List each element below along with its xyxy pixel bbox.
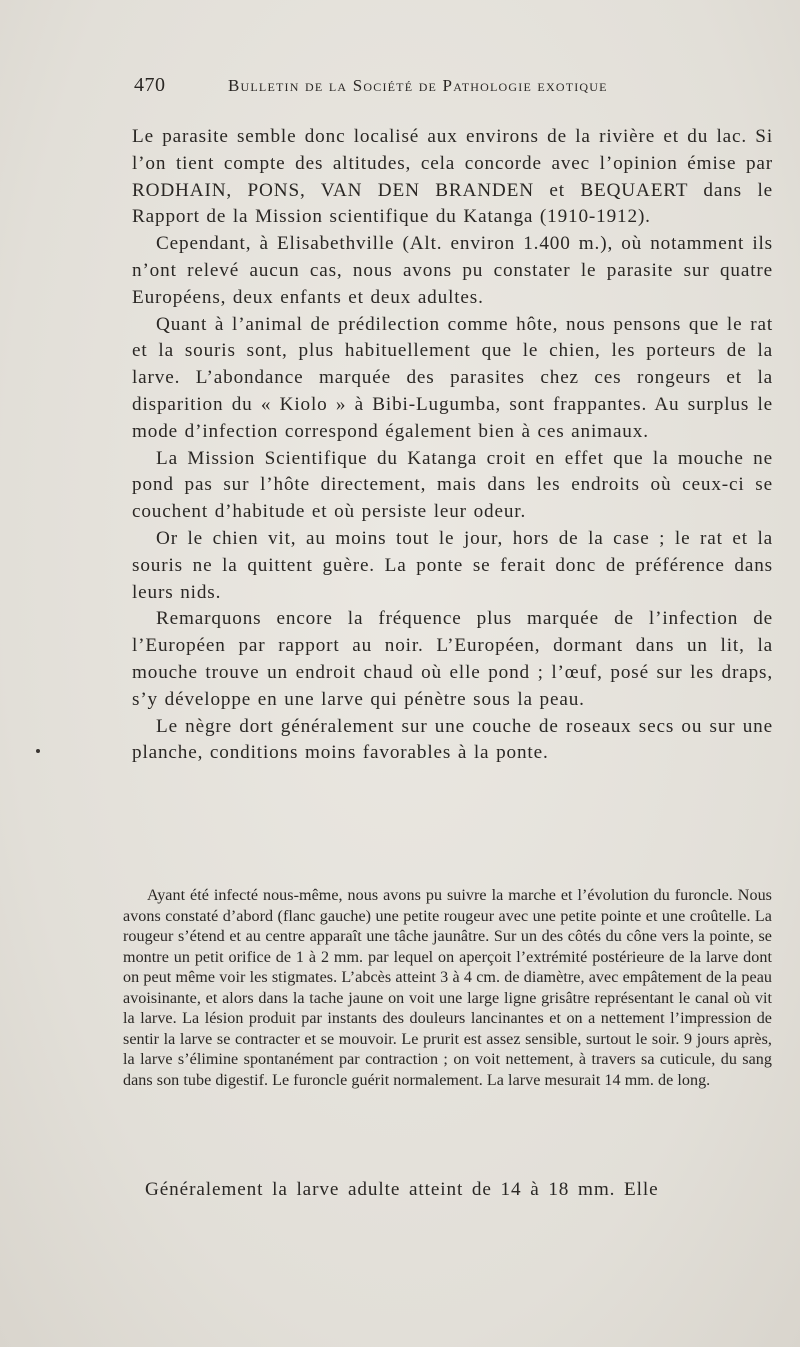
paragraph-negre: Le nègre dort généralement sur une couche de roseaux secs ou sur une planche, conditions moins favorables à la ponte. bbox=[132, 715, 773, 764]
paragraph-host-animal: Quant à l’animal de prédilection comme hôte, nous pensons que le rat et la souris sont, plus habituellement que le chien, les porteurs de la larve. L’abondance marquée des parasites chez ces rongeurs et la disparition du « Kiolo » à Bibi-Lugumba, sont frappantes. Au surplus le mode d’infection correspond également bien à ces animaux. bbox=[132, 313, 773, 442]
page-header bbox=[134, 74, 774, 104]
paragraph-mission: La Mission Scientifique du Katanga croit en effet que la mouche ne pond pas sur l’hôte directement, mais dans les endroits où ceux-ci se couchent d’habitude et où persiste leur odeur. bbox=[132, 447, 773, 523]
running-head: Bulletin de la Société de Pathologie exotique bbox=[228, 76, 608, 95]
note-paragraph: Ayant été infecté nous-même, nous avons pu suivre la marche et l’évolution du furoncle. Nous avons constaté d’abord (flanc gauche) une petite rougeur avec une petite pointe et une croûtelle. La rougeur s’étend et au centre apparaît une tâche jaunâtre. Sur un des côtés du cône vers la pointe, se montre un petit orifice de 1 à 2 mm. par lequel on aperçoit l’extrémité postérieure de la larve dont on peut même voir les stigmates. L’abcès atteint 3 à 4 cm. de diamètre, avec empâtement de la peau avoisinante, et alors dans la tache jaune on voit une large ligne grisâtre représentant le canal où vit la larve. La lésion produit par instants des douleurs lancinantes et on a nettement l’impression de sentir la larve se contracter et se mouvoir. Le prurit est assez sensible, surtout le soir. 9 jours après, la larve s’élimine spontanément par contraction ; on voit nettement, à travers sa cuticule, du sang dans son tube digestif. Le furoncle guérit normalement. La larve mesurait 14 mm. de long. bbox=[123, 887, 772, 1089]
case-note bbox=[123, 886, 772, 1091]
paragraph-elisabethville: Cependant, à Elisabethville (Alt. environ 1.400 m.), où notamment ils n’ont relevé aucun cas, nous avons pu constater le parasite sur quatre Européens, deux enfants et deux adultes. bbox=[132, 233, 773, 308]
paragraph-dog: Or le chien vit, au moins tout le jour, hors de la case ; le rat et la souris ne la quittent guère. La ponte se ferait donc de préférence dans leurs nids. bbox=[132, 527, 773, 603]
page-number: 470 bbox=[134, 74, 166, 96]
continuation-line: Généralement la larve adulte atteint de 14 à 18 mm. Elle bbox=[145, 1179, 659, 1200]
paragraph-european: Remarquons encore la fréquence plus marquée de l’infection de l’Européen par rapport au noir. L’Européen, dormant dans un lit, la mouche trouve un endroit chaud où elle pond ; l’œuf, posé sur les draps, s’y développe en une larve qui pénètre sous la peau. bbox=[132, 608, 773, 710]
main-text bbox=[132, 124, 773, 767]
paragraph-parasite-location: Le parasite semble donc localisé aux environs de la rivière et du lac. Si l’on tient compte des altitudes, cela concorde avec l’opinion émise par RODHAIN, PONS, VAN DEN BRANDEN et BEQUAERT dans le Rapport de la Mission scientifique du Katanga (1910-1912). bbox=[132, 126, 773, 228]
ink-speck bbox=[36, 749, 40, 753]
